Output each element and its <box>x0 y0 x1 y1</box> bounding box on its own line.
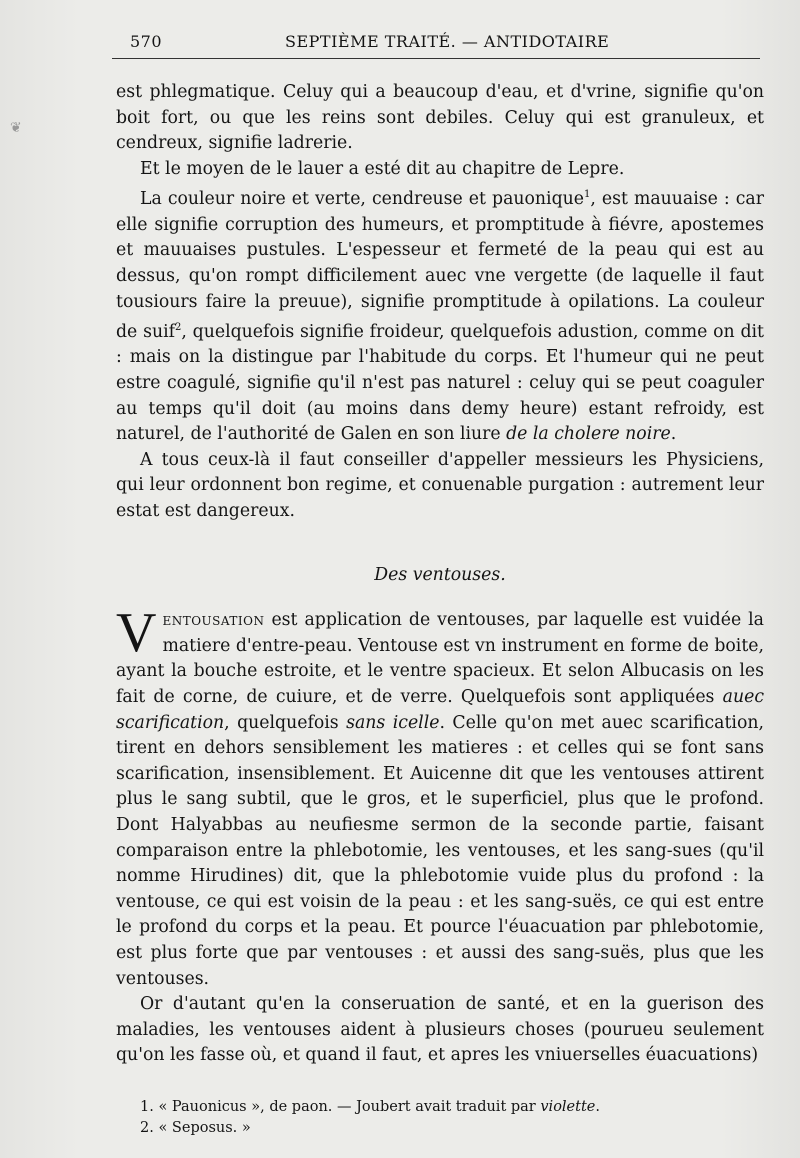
paragraph-5-italic-2: sans icelle <box>346 712 440 733</box>
footnote-ref-1: 1 <box>584 189 591 201</box>
paragraph-4: A tous ceux-là il faut conseiller d'appeller messieurs les Physiciens, qui leur ordonnent bon regime, et conuenable purgation : autrement leur estat est dangereux. <box>116 449 764 522</box>
book-title-italic: de la cholere noire <box>506 424 671 445</box>
smallcaps-word: entousation <box>162 610 265 631</box>
running-title: SEPTIÈME TRAITÉ. — ANTIDOTAIRE <box>285 32 610 51</box>
footnote-2 <box>140 1118 600 1139</box>
footnote-1-italic: violette <box>540 1099 596 1115</box>
paragraph-1: est phlegmatique. Celuy qui a beaucoup d'eau, et d'vrine, signifie qu'on boit fort, ou que les reins sont debiles. Celuy qui est granuleux, et cendreux, signifie ladrerie. <box>116 82 764 154</box>
running-head <box>130 28 760 58</box>
section-title: Des ventouses. <box>374 564 506 585</box>
paragraph-3-end: . <box>670 424 677 445</box>
paragraph-3-text-c: , quelquefois signifie froideur, quelquefois adustion, comme on dit : mais on la distingue par l'habitude du corps. Et l'humeur qui ne peut estre coagulé, signifie qu'il n'est pas naturel : celuy qui se peut coaguler au temps qu'il doit (au moins dans demy heure) estant refroidy, est naturel, de l'authorité de Galen en son liure <box>116 321 764 445</box>
paragraph-5-italic-1: auec scarification <box>116 687 764 733</box>
paragraph-2: Et le moyen de le lauer a esté dit au chapitre de Lepre. <box>140 158 625 179</box>
footnote-1 <box>140 1097 600 1118</box>
paragraph-5 <box>116 602 764 992</box>
page-number: 570 <box>130 32 163 51</box>
margin-mark-icon: ❦ <box>10 120 22 136</box>
paragraph-3-text-a: La couleur noire et verte, cendreuse et pauonique <box>140 189 584 210</box>
paragraph-5-text-a: est application de ventouses, par laquelle est vuidée la matiere d'entre-peau. Ventouse est vn instrument en forme de boite, ayant la bouche estroite, et le ventre spacieux. Et selon Albucasis on les fait de corne, de cuiure, et de verre. Quelquefois sont appliquées <box>116 610 764 707</box>
footnote-2-label: 2. <box>140 1120 154 1136</box>
footnotes <box>140 1097 600 1139</box>
footnote-1-label: 1. <box>140 1099 154 1115</box>
main-text <box>116 80 764 1069</box>
footnote-1-text: « Pauonicus », de paon. — Joubert avait traduit par <box>158 1099 541 1115</box>
header-rule <box>112 58 760 59</box>
footnote-2-text: « Seposus. » <box>158 1120 251 1136</box>
paragraph-5-text-c: . Celle qu'on met auec scarification, tirent en dehors sensiblement les matieres : et celles qui se font sans scarification, insensiblement. Et Auicenne dit que les ventouses attirent plus le sang subtil, que le gros, et le superficiel, plus que le profond. Dont Halyabbas au neufiesme sermon de la seconde partie, faisant comparaison entre la phlebotomie, les ventouses, et les sang-sues (qu'il nomme Hirudines) dit, que la phlebotomie vuide plus du profond : la ventouse, ce qui est voisin de la peau : et les sang-suës, ce qui est entre le profond du corps et la peau. Et pource l'éuacuation par phlebotomie, est plus forte que par ventouses : et aussi des sang-suës, plus que les ventouses. <box>116 712 764 989</box>
drop-cap: V <box>116 602 157 665</box>
footnote-ref-2: 2 <box>175 322 182 334</box>
paragraph-5-text-b: , quelquefois <box>224 712 347 733</box>
paragraph-6: Or d'autant qu'en la conseruation de santé, et en la guerison des maladies, les ventouses aident à plusieurs choses (pourueu seulement qu'on les fasse où, et quand il faut, et apres les vniuerselles éuacuations) <box>116 994 764 1066</box>
footnote-1-end: . <box>595 1099 600 1115</box>
paragraph-3 <box>116 182 764 447</box>
paragraph-3-text-b: , est mauuaise : car elle signifie corruption des humeurs, et promptitude à fiévre, apostemes et mauuaises pustules. L'espesseur et fermeté de la peau qui est au dessus, qu'on rompt difficilement auec vne vergette (de laquelle il faut tousiours faire la preuue), signifie promptitude à opilations. La couleur de suif <box>116 189 764 342</box>
